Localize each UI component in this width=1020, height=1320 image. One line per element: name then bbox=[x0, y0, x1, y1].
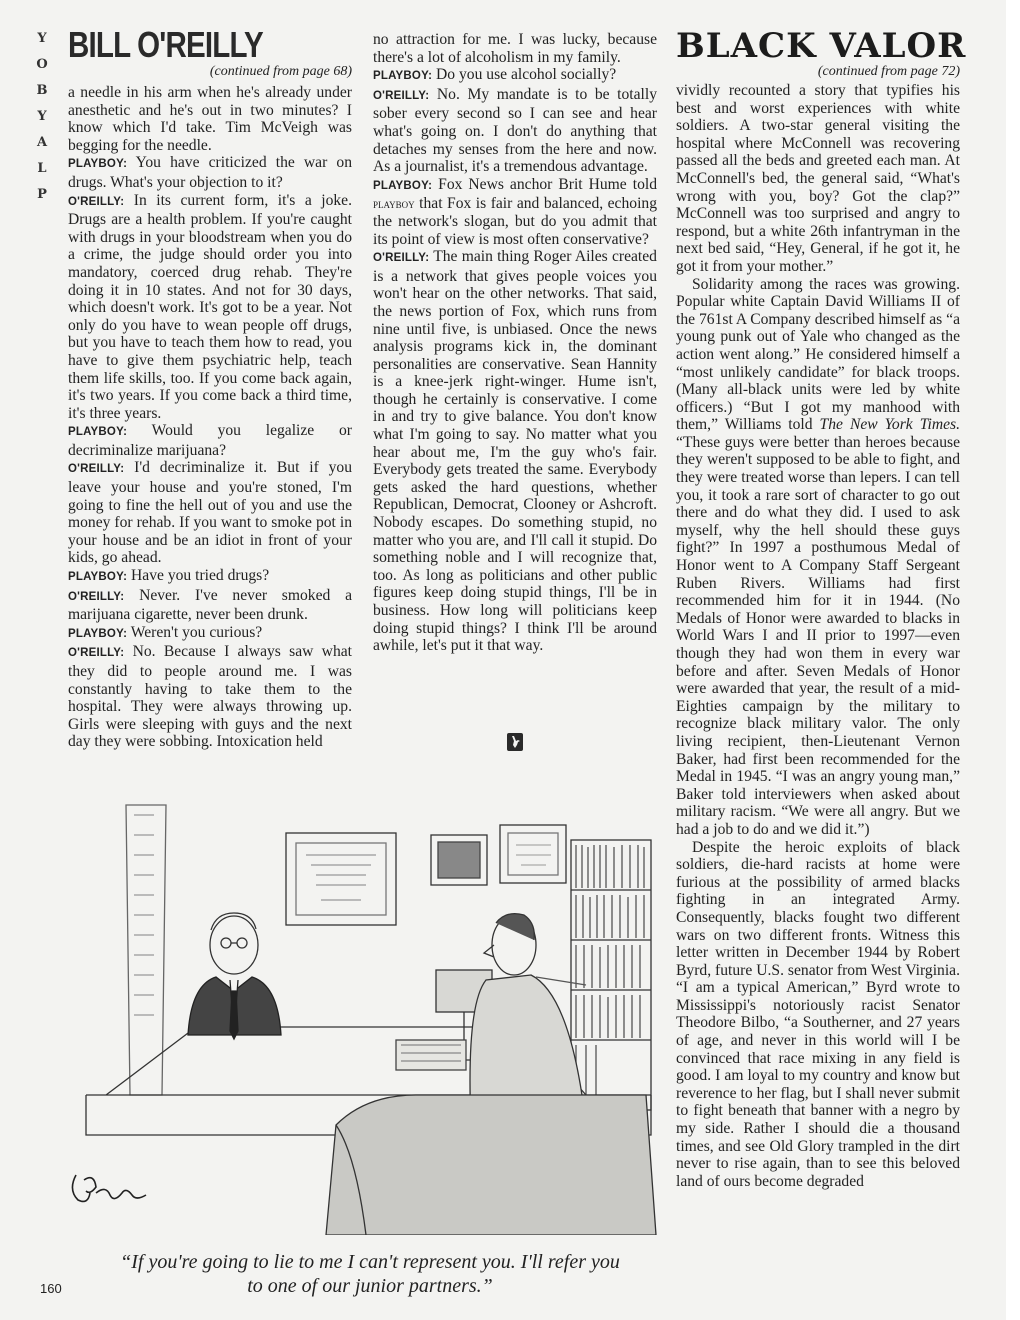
speaker-label: O'REILLY: bbox=[68, 647, 125, 660]
speaker-label: O'REILLY: bbox=[68, 195, 125, 208]
speaker-label: PLAYBOY: bbox=[68, 571, 128, 584]
paragraph: vividly recounted a story that typifies his best and worst experiences with white soldiers. A two-star general visiting the hospital where McConnell was recovering passed all the beds and greeted each man. At McConnell's bed, the general said, “What's wrong with you, boy? Got the clap?” McConnell was too surprised and angry to respond, but a white 26th infantryman in the next bed said, “Hey, General, if he got it, he got it from your mother.” bbox=[676, 82, 960, 275]
speaker-label: PLAYBOY: bbox=[373, 179, 433, 192]
paragraph: no attraction for me. I was lucky, because there's a lot of alcoholism in my family. bbox=[373, 31, 657, 66]
interview-question: PLAYBOY: Would you legalize or decriminalize marijuana? bbox=[68, 422, 352, 459]
rabbit-head-end-mark-icon bbox=[507, 733, 523, 751]
speaker-label: O'REILLY: bbox=[373, 89, 430, 102]
interview-answer: O'REILLY: In its current form, it's a joke. Drugs are a health problem. If you're caught with drugs in your bloodstream when you do a crime, the judge should order you into mandatory, coerced drug rehab. They're doing it in 10 states. And not for 30 days, which doesn't work. It's got to be a year. Not only do you have to wean people off drugs, but you have to teach them how to read, you have to give them psychiatric help, teach them life skills, too. If you come back again, it's two years. If you come back a third time, it's three years. bbox=[68, 191, 352, 422]
speaker-label: PLAYBOY: bbox=[68, 426, 128, 439]
interview-answer: O'REILLY: No. My mandate is to be totally sober every second so I can see and hear what's going on. I don't do anything that detaches my senses from the here and now. As a journalist, it's a tremendous advantage. bbox=[373, 85, 658, 176]
interview-question: PLAYBOY: Fox News anchor Brit Hume told playboy that Fox is fair and balanced, echoing the network's slogan, but do you admit that its point of view is most often conservative? bbox=[373, 175, 657, 248]
interview-question: PLAYBOY: You have criticized the war on drugs. What's your objection to it? bbox=[68, 154, 352, 191]
armchair-icon bbox=[326, 1095, 656, 1235]
black-valor-article-title: BLACK VALOR bbox=[676, 26, 967, 66]
paragraph: Solidarity among the races was growing. Popular white Captain David Williams II of the 761st A Company described himself as “a young punk out of Yale who changed as the action went along.” He considered himself a “most unlikely candidate” for black troops. (Many all-black units were led by white officers.) “But I got my manhood with them,” Williams told The New York Times. “These guys were better than heroes because they weren't supposed to be able to fight, and they were treated worse than lepers. I can tell you, it took a rare sort of character to go out there and do what they did. I used to ask myself, why the hell should these guys fight?” In 1997 a posthumous Medal of Honor went to A Company Staff Sergeant Ruben Rivers. Williams had first recommended him for it in 1944. (No Medals of Honor were awarded to blacks in World Wars I and II prior to 1997—even though they had won them in every war before and after. Seven Medals of Honor were awarded that year, the result of a mid-Eighties campaign by the military to recognize black military valor. The only living recipient, then-Lieutenant Vernon Baker, had first been recommended for the Medal in 1945. “I was an angry young man,” Baker told interviewers when asked about military racism. “We were all angry. But we had a job to do and we did it.”) bbox=[676, 275, 960, 838]
framed-certificate-icon bbox=[431, 835, 487, 885]
magazine-sidebar-label: Y O B Y A L P bbox=[36, 31, 48, 202]
speaker-label: O'REILLY: bbox=[68, 590, 125, 603]
interview-question: PLAYBOY: Have you tried drugs? bbox=[68, 567, 270, 585]
paragraph: Despite the heroic exploits of black soldiers, die-hard racists at home were furious at the possibility of armed blacks fighting in an integrated Army. Consequently, blacks fought two different wars on two different fronts. Witness this letter written in December 1944 by Robert Byrd, future U.S. senator from West Virginia. “I am a typical American,” Byrd wrote to Mississippi's notoriously racist Senator Theodore Bilbo, “a Southerner, and 27 years of age, and never in this world will I be convinced that race mixing in any field is good. I am loyal to my country and know but reverence to her flag, but I shall never submit to fight beneath that banner with a negro by my side. Rather I should die a thousand times, and see Old Glory trampled in the dirt never to rise again, than to see this beloved land of ours become degraded bbox=[676, 838, 960, 1190]
interview-question: PLAYBOY: Do you use alcohol socially? bbox=[373, 66, 617, 84]
interview-answer: O'REILLY: The main thing Roger Ailes created is a network that gives people voices you won't hear on the other networks. That said, the news portion of Fox, which runs from nine until five, is unbiased. Once the news analysis programs kick in, the dominant personalities are conservative. Sean Hannity is a knee-jerk right-winger. Hume isn't, though he certainly is conservative. I come in and try to give balance. You don't know what I'm going to say. No matter what you hear about me, I'm the guy who's fair. Everybody gets treated the same. Everybody gets asked the hard questions, whether Republican, Democrat, Clooney or Ashcroft. Nobody escapes. Do something stupid, no matter who you are, and I'll call it stupid. Do something noble and I will recognize that, too. As long as politicians and other public figures keep doing stupid things, I'll be in business. How long will politicians keep doing stupid things? I think I'll be around awhile, let's put it that way. bbox=[373, 248, 657, 655]
black-valor-continued-note: (continued from page 72) bbox=[817, 64, 960, 79]
oreilly-column-1 bbox=[68, 84, 352, 751]
oreilly-continued-note: (continued from page 68) bbox=[209, 64, 352, 79]
page-number: 160 bbox=[40, 1281, 62, 1296]
speaker-label: O'REILLY: bbox=[373, 252, 430, 265]
speaker-label: O'REILLY: bbox=[68, 463, 125, 476]
black-valor-column bbox=[676, 82, 960, 1190]
oreilly-article-title: BILL O'REILLY bbox=[68, 24, 263, 65]
interview-question: PLAYBOY: Weren't you curious? bbox=[68, 623, 263, 641]
cartoon-caption: “If you're going to lie to me I can't represent you. I'll refer you to one of our junior partners.” bbox=[120, 1251, 620, 1297]
cartoon-illustration bbox=[66, 795, 662, 1235]
oreilly-column-2 bbox=[373, 31, 657, 655]
paragraph: a needle in his arm when he's already under anesthetic and he's out in two minutes? I know which I'd take. Tim McVeigh was begging for the needle. bbox=[68, 84, 352, 154]
speaker-label: PLAYBOY: bbox=[68, 158, 128, 171]
interview-answer: O'REILLY: Never. I've never smoked a marijuana cigarette, never been drunk. bbox=[68, 586, 352, 624]
speaker-label: PLAYBOY: bbox=[68, 627, 128, 640]
interview-answer: O'REILLY: No. Because I always saw what they did to people around me. I was constantly having to take them to the hospital. They were always throwing up. Girls were sleeping with guys and the next day they were sobbing. Intoxication held bbox=[68, 643, 352, 751]
interview-answer: O'REILLY: I'd decriminalize it. But if you leave your house and you're stoned, I'm going to fine the hell out of you and use the money for rehab. If you want to smoke pot in your house and be an idiot in front of your kids, go ahead. bbox=[68, 459, 352, 567]
speaker-label: PLAYBOY: bbox=[373, 70, 433, 83]
